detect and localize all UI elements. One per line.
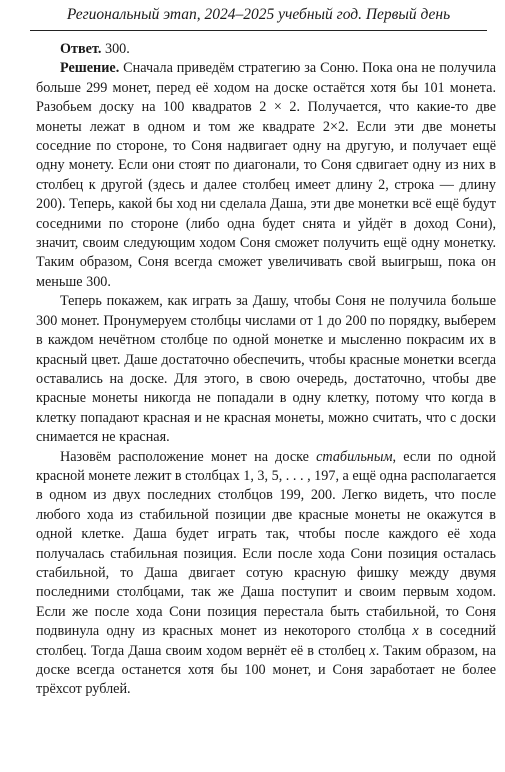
solution-text-1: Сначала приведём стратегию за Соню. Пока она не получила больше 299 монет, перед её ходом на доске остаётся хотя бы 101 монета. Разобьем доску на 100 квадратов 2 × 2. Получается, что какие-то две монеты лежат в одном и том же квадрате 2×2. Если эти две монеты соседние по стороне, то Соня надвигает одну на другую, и получает ещё одну монету. Если они стоят по диагонали, то Соня сдвигает одну из них в столбец к другой (здесь и далее столбец имеет длину 2, строка — длину 200). Теперь, какой бы ход ни сделала Даша, эти две монетки всё ещё будут соседними по стороне (либо одна будет снята и уйдёт в доход Сони), значит, своим следующим ходом Соня сможет получить ещё одну монетку. Таким образом, Соня всегда сможет увеличивать свой выигрыш, пока он меньше 300.: [36, 60, 496, 290]
header-rule: [30, 30, 487, 31]
solution-paragraph-3: [36, 448, 496, 700]
p3-before: Назовём расположение монет на доске: [60, 448, 317, 465]
p3-after: , если по одной красной монете лежит в столбцах 1, 3, 5, . . . , 197, а ещё одна располагается в одном из двух последних столбцов 199, 200. Легко видеть, что после любого хода из стабильной позиции две красные монеты не окажутся в одной клетке. Даша будет играть так, чтобы после каждого её хода получалась стабильная позиция. Если после хода Сони позиция осталась стабильной, то Даша двигает сотую красную фишку между двумя последними столбцами, так же Даша поступит и своим первым ходом. Если же после хода Сони позиция перестала быть стабильной, то Соня подвинула одну из красных монет из некоторого столбца: [36, 448, 496, 640]
solution-paragraph-1: [36, 59, 496, 292]
solution-label: Решение.: [60, 60, 120, 77]
running-header: Региональный этап, 2024–2025 учебный год. Первый день: [66, 6, 451, 23]
p3-end: . Таким образом, на доске всегда останется хотя бы 100 монет, и Соня заработает не более трёхсот рублей.: [36, 642, 496, 698]
variable-x-2: x: [369, 642, 376, 659]
term-stable: стабильным: [316, 448, 393, 465]
document-body: [36, 40, 496, 700]
answer-paragraph: [36, 40, 496, 59]
variable-x: x: [412, 623, 419, 640]
answer-value: 300.: [104, 41, 130, 57]
solution-paragraph-2: Теперь покажем, как играть за Дашу, чтобы Соня не получила больше 300 монет. Пронумеруем столбцы числами от 1 до 200 по порядку, выберем в каждом нечётном столбце по одной монетке и мысленно покрасим их в красный цвет. Даше достаточно обеспечить, чтобы красные монетки всегда оставались на доске. Для этого, в свою очередь, достаточно, чтобы две красные монеты никогда не попадали в одну клетку, потому что когда в клетку попадают красная и не красная монеты, можно считать, что с доски снимается не красная.: [36, 293, 496, 446]
p3-mid: в соседний столбец. Тогда Даша своим ходом вернёт её в столбец: [36, 623, 496, 659]
answer-label: Ответ.: [60, 41, 102, 57]
